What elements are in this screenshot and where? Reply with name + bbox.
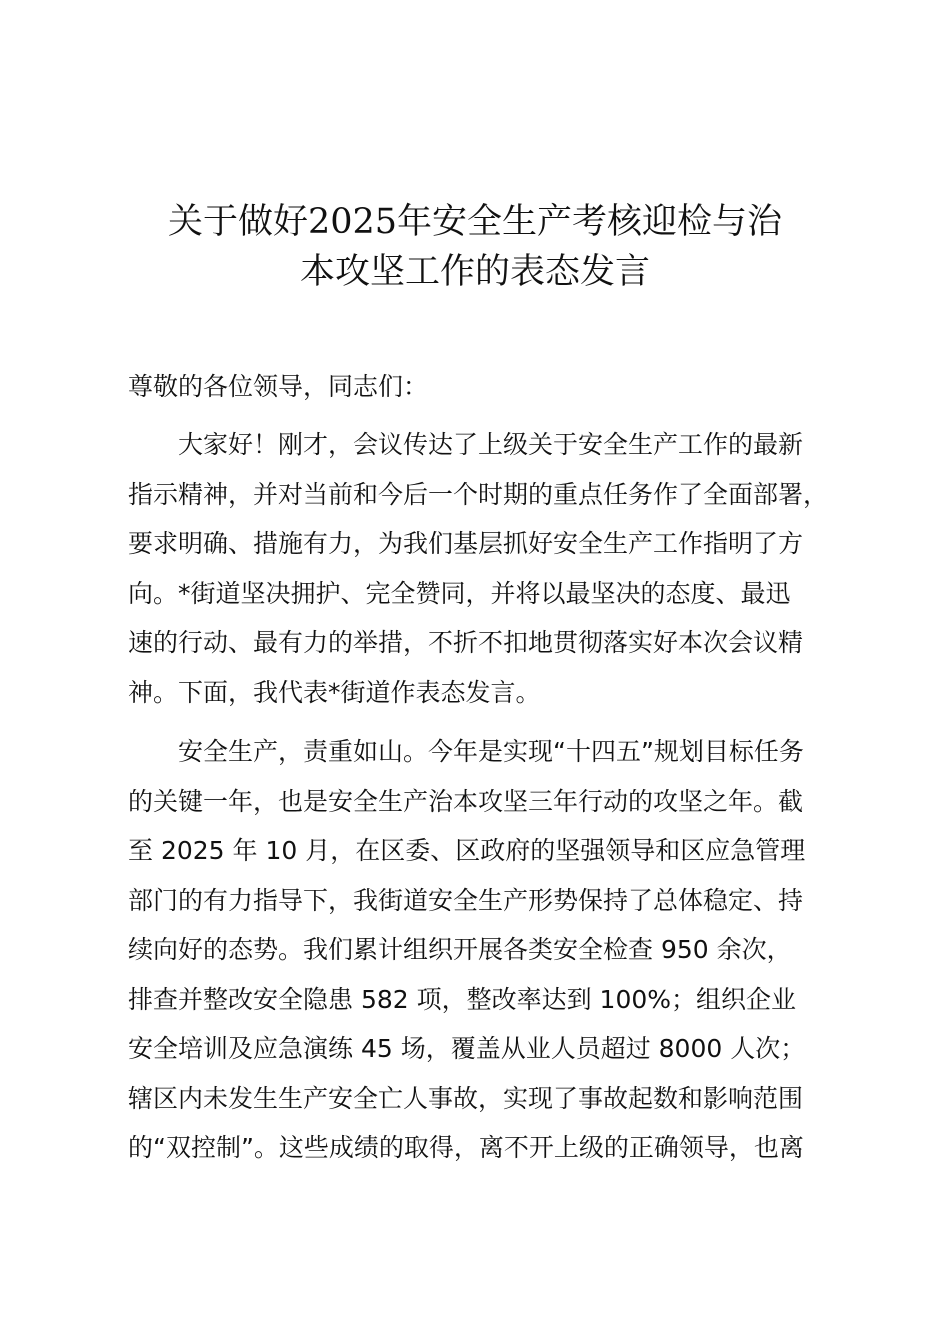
paragraph-2-line: 续向好的态势。我们累计组织开展各类安全检查 950 余次，: [128, 935, 792, 964]
paragraph-2-line: 的“双控制”。这些成绩的取得，离不开上级的正确领导，也离: [128, 1133, 804, 1162]
paragraph-2-line: 的关键一年，也是安全生产治本攻坚三年行动的攻坚之年。截: [128, 786, 804, 816]
paragraph-1-line: 指示精神，并对当前和今后一个时期的重点任务作了全面部署，: [128, 479, 829, 509]
paragraph-2-line: 至 2025 年 10 月，在区委、区政府的坚强领导和区应急管理: [128, 836, 806, 865]
paragraph-2-line: 安全培训及应急演练 45 场，覆盖从业人员超过 8000 人次；: [128, 1034, 806, 1063]
salutation: 尊敬的各位领导，同志们：: [128, 372, 429, 401]
paragraph-1-line: 向。*街道坚决拥护、完全赞同，并将以最坚决的态度、最迅: [128, 578, 791, 608]
paragraph-1-line: 大家好！刚才，会议传达了上级关于安全生产工作的最新: [178, 430, 804, 459]
paragraph-2-line: 排查并整改安全隐患 582 项，整改率达到 100%；组织企业: [128, 984, 797, 1014]
document-title-line-1: 关于做好2025年安全生产考核迎检与治: [167, 202, 783, 242]
paragraph-1-line: 神。下面，我代表*街道作表态发言。: [128, 677, 541, 707]
paragraph-1-line: 要求明确、措施有力，为我们基层抓好安全生产工作指明了方: [128, 529, 804, 558]
paragraph-2-line: 辖区内未发生生产安全亡人事故，实现了事故起数和影响范围: [128, 1083, 804, 1113]
document-title-line-2: 本攻坚工作的表态发言: [299, 252, 650, 292]
paragraph-2-line: 部门的有力指导下，我街道安全生产形势保持了总体稳定、持: [128, 885, 804, 915]
paragraph-2-line: 安全生产，责重如山。今年是实现“十四五”规划目标任务: [178, 737, 804, 766]
paragraph-1-line: 速的行动、最有力的举措，不折不扣地贯彻落实好本次会议精: [128, 628, 804, 657]
